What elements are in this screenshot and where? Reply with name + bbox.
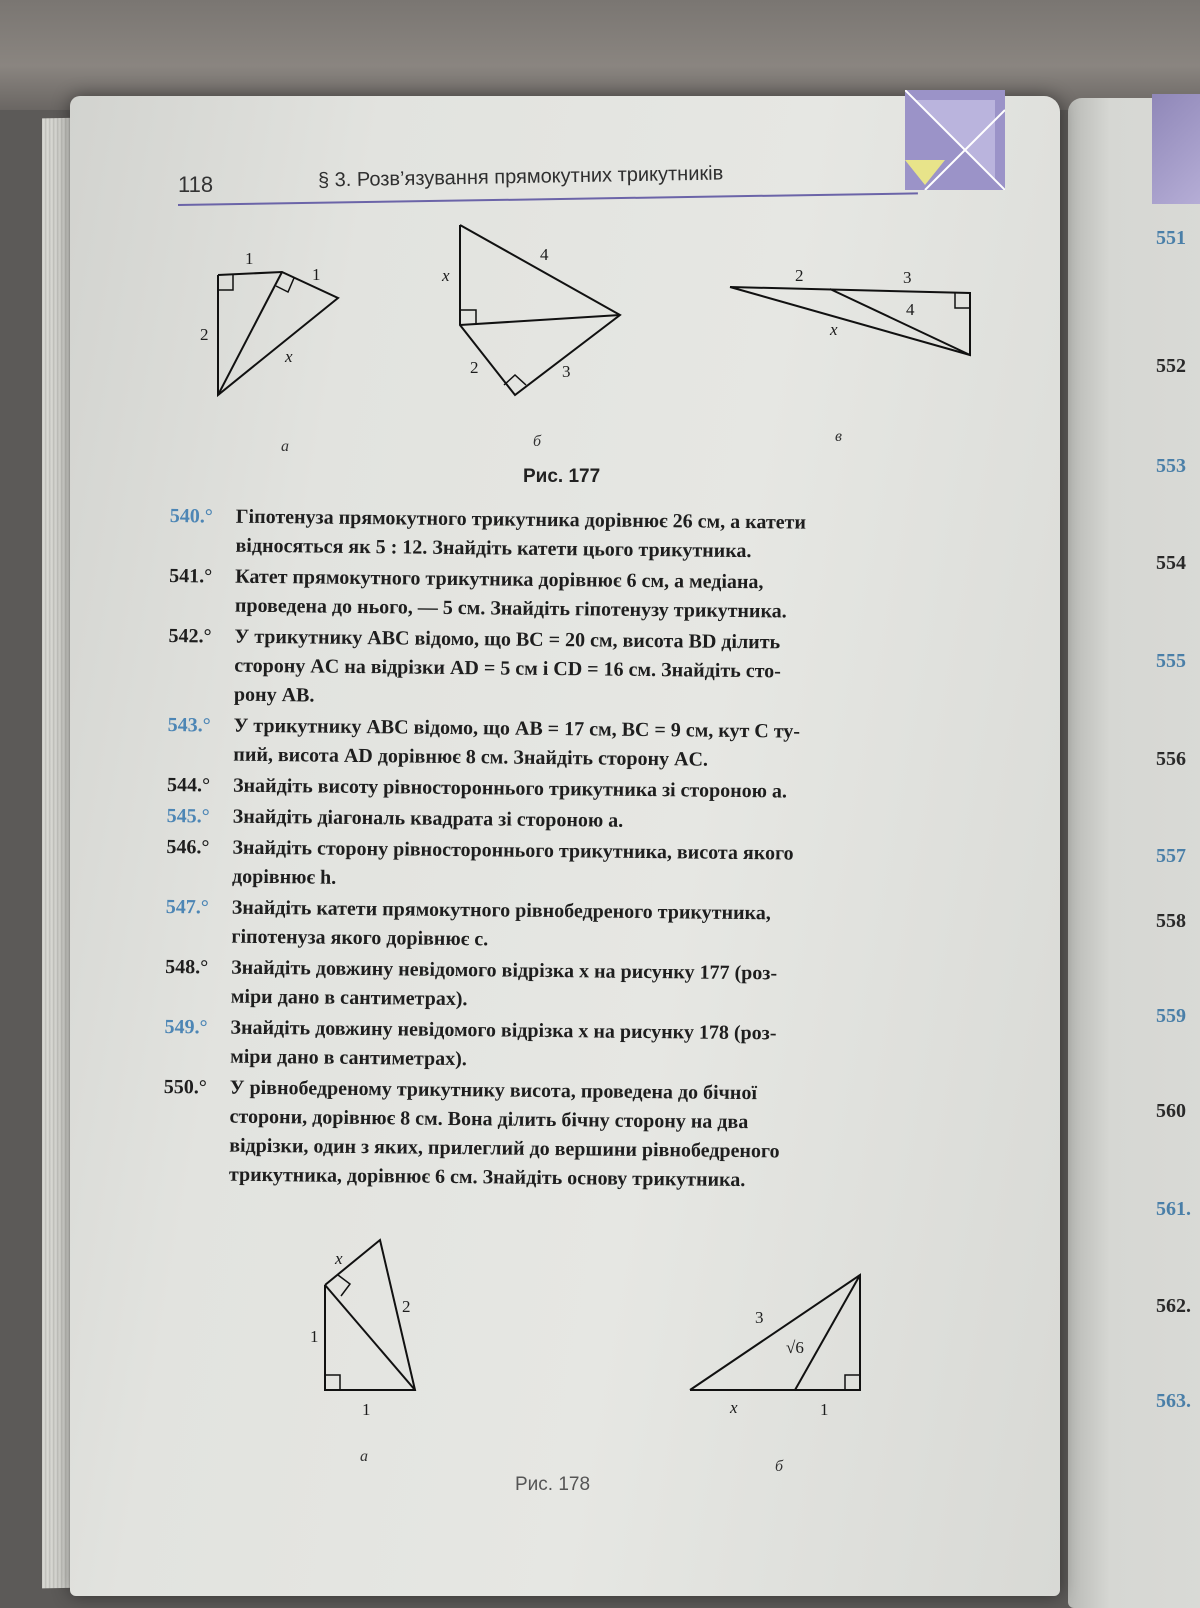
problem-text-line: міри дано в сантиметрах).: [230, 1045, 467, 1071]
figure-177v: [720, 255, 980, 365]
section-title: § 3. Розв’язування прямокутних трикутників: [317, 162, 724, 192]
problem-text-line: У рівнобедреному трикутнику висота, проведена до бічної: [229, 1076, 758, 1105]
problem-number: 549.°: [164, 1015, 208, 1039]
fig177b-label-2: 2: [470, 358, 479, 377]
fig177v-label-4: 4: [906, 300, 915, 319]
header-rule: [178, 192, 918, 206]
fig178a-sublabel: а: [360, 1448, 368, 1465]
problem-text-line: Знайдіть катети прямокутного рівнобедреного трикутника,: [231, 896, 771, 925]
fig178b-label-1: 1: [820, 1400, 829, 1419]
fig177b-sublabel: б: [533, 433, 542, 450]
next-page-problem-number: 558: [1156, 910, 1186, 932]
next-page-problem-number: 552: [1156, 355, 1186, 377]
problem-item: [165, 953, 976, 1019]
fig178b-label-x: x: [730, 1398, 738, 1417]
problem-number: 548.°: [165, 955, 209, 979]
fig177a-label-right: 1: [312, 265, 321, 284]
problem-text-line: Знайдіть сторону рівностороннього трикутника, висота якого: [232, 836, 794, 865]
problem-text-line: Гіпотенуза прямокутного трикутника дорівнює 26 см, а катети: [235, 505, 807, 534]
problem-text-line: Катет прямокутного трикутника дорівнює 6 см, а медіана,: [235, 565, 764, 594]
next-page-problem-number: 561.: [1156, 1198, 1191, 1220]
problem-text-line: У трикутнику ABC відомо, що AB = 17 см, BC = 9 см, кут C ту-: [233, 714, 801, 743]
fig178b-label-sqrt6: √6: [786, 1338, 804, 1357]
figure-177b: [440, 215, 640, 415]
problem-text-line: сторони, дорівнює 8 см. Вона ділить бічну сторону на два: [229, 1105, 749, 1134]
problem-text-line: Знайдіть довжину невідомого відрізка x на рисунку 177 (роз-: [231, 956, 778, 985]
problem-text-line: проведена до нього, — 5 см. Знайдіть гіпотенузу трикутника.: [234, 594, 787, 623]
problem-text-line: пий, висота AD дорівнює 8 см. Знайдіть сторону AC.: [233, 743, 709, 771]
fig178a-label-x: x: [335, 1249, 343, 1268]
next-page-problem-number: 563.: [1156, 1390, 1191, 1412]
fig177b-label-4: 4: [540, 245, 549, 264]
figure-177a: [190, 250, 350, 410]
problem-number: 540.°: [169, 504, 213, 528]
fig178b-label-3: 3: [755, 1308, 764, 1327]
page-number: 118: [178, 172, 214, 197]
page-header: [178, 160, 928, 208]
fig177v-sublabel: в: [835, 428, 842, 445]
next-page-corner-decoration: [1152, 94, 1200, 204]
problem-text-line: Знайдіть висоту рівностороннього трикутника зі стороною a.: [232, 774, 788, 803]
next-page-problem-number: 557: [1156, 845, 1186, 867]
problem-text-line: У трикутнику ABC відомо, що BC = 20 см, висота BD ділить: [234, 625, 781, 654]
fig178a-label-2: 2: [402, 1297, 411, 1316]
problem-number: 550.°: [163, 1075, 207, 1099]
problem-item: [166, 833, 977, 899]
figure-178a: [305, 1230, 435, 1430]
problem-number: 546.°: [166, 835, 210, 859]
fig177b-label-x: x: [442, 266, 450, 285]
problem-text-line: дорівнює h.: [231, 865, 337, 889]
problem-number: 541.°: [169, 564, 213, 588]
problem-number: 544.°: [166, 773, 211, 797]
problem-number: 543.°: [167, 713, 211, 737]
problem-text-line: відрізки, один з яких, прилеглий до вершини рівнобедреного: [229, 1134, 780, 1163]
problem-text-line: відносяться як 5 : 12. Знайдіть катети цього трикутника.: [235, 534, 752, 563]
next-page-problem-number: 553: [1156, 455, 1186, 477]
fig177a-sublabel: а: [281, 438, 289, 455]
problem-text-line: рону AB.: [233, 683, 315, 707]
problem-item: [169, 562, 980, 628]
next-page-problem-number: 555: [1156, 650, 1186, 672]
figure-178-caption: Рис. 178: [515, 1474, 591, 1495]
fig177v-label-x: x: [830, 320, 838, 339]
problem-number: 545.°: [166, 804, 210, 828]
fig177b-label-3: 3: [562, 362, 571, 381]
problem-text-line: міри дано в сантиметрах).: [230, 985, 468, 1011]
next-page-problem-number: 562.: [1156, 1295, 1191, 1317]
fig178a-label-left: 1: [310, 1327, 319, 1346]
fig177v-label-2: 2: [795, 266, 804, 285]
fig178b-sublabel: б: [775, 1458, 784, 1475]
next-page-problem-number: 551: [1156, 227, 1186, 249]
fig177a-label-top: 1: [245, 250, 254, 268]
problem-number: 542.°: [168, 624, 212, 648]
problem-list: [163, 502, 980, 1199]
problem-text-line: трикутника, дорівнює 6 см. Знайдіть основу трикутника.: [228, 1163, 746, 1192]
problem-text-line: Знайдіть діагональ квадрата зі стороною a.: [232, 805, 624, 832]
fig177a-label-left: 2: [200, 325, 209, 344]
problem-item: [169, 502, 980, 568]
problem-item: [164, 1013, 975, 1079]
figure-177-caption: Рис. 177: [523, 466, 601, 487]
problem-number: 547.°: [165, 895, 209, 919]
fig177a-label-x: x: [285, 347, 293, 366]
problem-item: [168, 622, 979, 717]
next-page-problem-number: 556: [1156, 748, 1186, 770]
figure-178b: [680, 1265, 870, 1425]
fig177v-label-3: 3: [903, 268, 912, 287]
problem-text-line: Знайдіть довжину невідомого відрізка x на рисунку 178 (роз-: [230, 1016, 777, 1045]
fig178a-label-bottom: 1: [362, 1400, 371, 1419]
next-page-problem-number: 560: [1156, 1100, 1186, 1122]
problem-item: [165, 893, 976, 959]
problem-item: [163, 1073, 974, 1197]
background-top: [0, 0, 1200, 110]
problem-text-line: гіпотенуза якого дорівнює c.: [231, 925, 489, 951]
problem-item: [167, 711, 978, 777]
problem-text-line: сторону AC на відрізки AD = 5 см і CD = 16 см. Знайдіть сто-: [234, 654, 782, 683]
next-page-problem-number: 559: [1156, 1005, 1186, 1027]
next-page-problem-number: 554: [1156, 552, 1186, 574]
